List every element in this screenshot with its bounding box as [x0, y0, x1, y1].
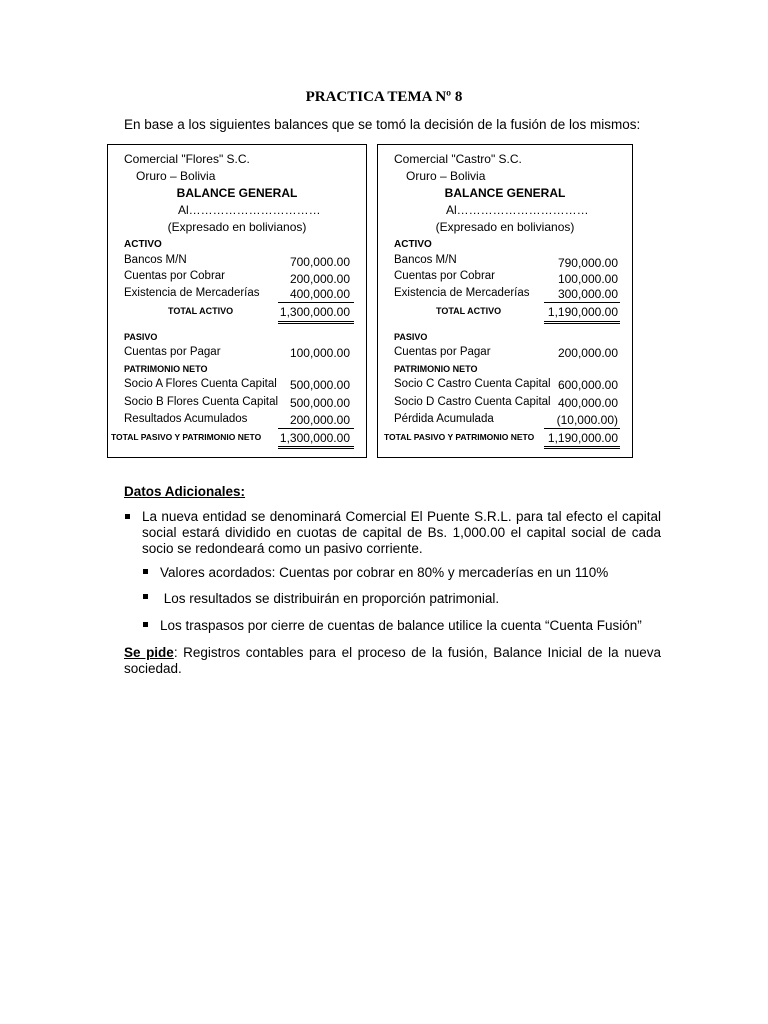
- row-label: Bancos M/N: [124, 254, 187, 266]
- activo-label: ACTIVO: [124, 239, 162, 250]
- datos-adicionales-heading: Datos Adicionales:: [124, 484, 246, 499]
- balance-date: Al……………………………: [446, 203, 589, 217]
- row-label: Resultados Acumulados: [124, 413, 248, 425]
- row-label: Cuentas por Cobrar: [124, 270, 225, 282]
- company-location: Oruro – Bolivia: [406, 169, 486, 183]
- row-value: 300,000.00: [557, 287, 618, 301]
- balance-heading: BALANCE GENERAL: [444, 186, 566, 200]
- total-rule: [544, 446, 620, 449]
- intro-text: En base a los siguientes balances que se tomó la decisión de la fusión de los mismos:: [124, 117, 641, 132]
- activo-label: ACTIVO: [394, 239, 432, 250]
- balance-currency: (Expresado en bolivianos): [167, 220, 307, 234]
- se-pide-text: : Registros contables para el proceso de la fusión, Balance Inicial de la nueva sociedad.: [124, 645, 662, 676]
- row-label: Existencia de Mercaderías: [394, 287, 530, 299]
- row-value: 700,000.00: [289, 255, 350, 269]
- pasivo-label: PASIVO: [394, 332, 428, 342]
- row-label: Cuentas por Cobrar: [394, 270, 495, 282]
- balance-date: Al……………………………: [178, 203, 321, 217]
- row-label: Pérdida Acumulada: [394, 413, 494, 425]
- row-value: 200,000.00: [557, 346, 618, 360]
- company-location: Oruro – Bolivia: [136, 169, 216, 183]
- row-value: 500,000.00: [289, 378, 350, 392]
- row-value: 500,000.00: [289, 396, 350, 410]
- main-bullet-text: La nueva entidad se denominará Comercial El Puente S.R.L. para tal efecto el capital social estará dividido en cuotas de capital de Bs. 1,000.00 el capital social de cada socio se redondeará como un pasivo corriente.: [142, 509, 661, 556]
- row-label: Bancos M/N: [394, 254, 457, 266]
- subtotal-rule: [544, 302, 620, 303]
- row-value: 400,000.00: [289, 287, 350, 301]
- pasivo-label: PASIVO: [124, 332, 158, 342]
- row-value: 100,000.00: [289, 346, 350, 360]
- square-bullet-icon: [143, 594, 148, 599]
- square-bullet-icon: [143, 569, 148, 574]
- company-name: Comercial "Castro" S.C.: [394, 152, 522, 166]
- row-value: 790,000.00: [557, 256, 618, 270]
- row-value: 200,000.00: [289, 272, 350, 286]
- total-rule: [278, 446, 354, 449]
- company-name: Comercial "Flores" S.C.: [124, 152, 250, 166]
- balance-currency: (Expresado en bolivianos): [435, 220, 575, 234]
- row-label: Cuentas por Pagar: [394, 346, 491, 358]
- total-activo-value: 1,190,000.00: [547, 305, 618, 319]
- total-pasivo-label: TOTAL PASIVO Y PATRIMONIO NETO: [111, 432, 262, 442]
- row-value: (10,000.00): [556, 413, 618, 427]
- subtotal-rule: [278, 428, 354, 429]
- total-activo-value: 1,300,000.00: [279, 305, 350, 319]
- row-label: Socio A Flores Cuenta Capital: [124, 378, 277, 390]
- sub-bullet-text: Los traspasos por cierre de cuentas de balance utilice la cuenta “Cuenta Fusión”: [160, 618, 642, 633]
- row-label: Socio B Flores Cuenta Capital: [124, 396, 279, 408]
- balance-box-castro: [377, 144, 633, 458]
- row-value: 600,000.00: [557, 378, 618, 392]
- patrimonio-label: PATRIMONIO NETO: [124, 364, 208, 374]
- se-pide-label: Se pide: [124, 645, 174, 660]
- sub-bullet-text: Los resultados se distribuirán en proporción patrimonial.: [160, 591, 500, 606]
- square-bullet-icon: [143, 622, 148, 627]
- row-label: Socio C Castro Cuenta Capital: [394, 378, 551, 390]
- row-label: Socio D Castro Cuenta Capital: [394, 396, 551, 408]
- total-pasivo-label: TOTAL PASIVO Y PATRIMONIO NETO: [384, 432, 535, 442]
- total-activo-label: TOTAL ACTIVO: [436, 306, 502, 316]
- total-pasivo-value: 1,190,000.00: [547, 431, 618, 445]
- row-label: Cuentas por Pagar: [124, 346, 221, 358]
- page-title: PRACTICA TEMA Nº 8: [305, 89, 463, 105]
- row-value: 100,000.00: [557, 272, 618, 286]
- sub-bullet-text: Valores acordados: Cuentas por cobrar en 80% y mercaderías en un 110%: [160, 565, 609, 580]
- row-value: 200,000.00: [289, 413, 350, 427]
- total-rule: [278, 321, 354, 324]
- row-label: Existencia de Mercaderías: [124, 287, 260, 299]
- total-activo-label: TOTAL ACTIVO: [168, 306, 234, 316]
- balance-box-flores: [107, 144, 367, 458]
- row-value: 400,000.00: [557, 396, 618, 410]
- total-pasivo-value: 1,300,000.00: [279, 431, 350, 445]
- square-bullet-icon: [125, 514, 130, 519]
- balance-heading: BALANCE GENERAL: [176, 186, 298, 200]
- total-rule: [544, 321, 620, 324]
- se-pide-paragraph: [124, 645, 661, 677]
- subtotal-rule: [278, 302, 354, 303]
- patrimonio-label: PATRIMONIO NETO: [394, 364, 478, 374]
- subtotal-rule: [544, 428, 620, 429]
